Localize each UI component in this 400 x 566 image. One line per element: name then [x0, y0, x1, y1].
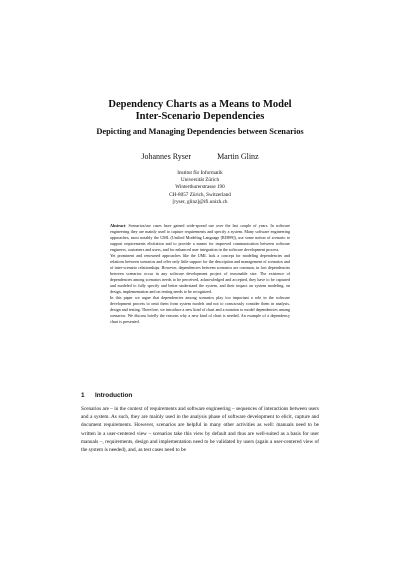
paper-title	[0, 99, 400, 123]
author-name: Martin Glinz	[217, 152, 259, 161]
section-body	[81, 405, 319, 454]
affiliation-block	[0, 170, 400, 206]
section-title: Introduction	[95, 392, 133, 399]
section-heading	[81, 392, 132, 400]
author-list	[0, 152, 400, 162]
abstract-text: Scenarios/use cases have gained wide-spread use over the last couple of years. In software engineering they are mainly used to capture requirements and specify a system. Many software engineering approaches, most notably the UML (Unified Modeling Language [RJB99]), use some notion of scenario to support requirements elicitation and to provide a means for improved communication between software engineers, customers and users, and for enhanced user integration in the software development process.	[110, 223, 290, 252]
paper-subtitle: Depicting and Managing Dependencies between Scenarios	[96, 127, 304, 136]
abstract-paragraph: Yet prominent and renowned approaches like the UML lack a concept for modeling dependencies and relations between scenarios and offer only little support for the description and management of scenarios and of inter-scenario relationships. However, dependencies between scenarios are common, in fact dependencies between scenarios occur in any software development project of reasonable size. The existence of dependencies among scenarios needs to be perceived, acknowledged and accepted, they have to be captured and modeled to fully specify and better understand the system, and their impact on system modeling, on design, implementation and on testing needs to be recognized.	[110, 253, 290, 294]
affiliation-line: Winterthurerstrasse 190	[175, 184, 225, 191]
title-line-1: Dependency Charts as a Means to Model	[108, 99, 292, 110]
affiliation-line: Institut für Informatik	[177, 170, 223, 176]
affiliation-line: CH-8057 Zürich, Switzerland	[169, 191, 231, 198]
abstract-label: Abstract	[110, 223, 126, 228]
abstract-paragraph	[110, 223, 290, 253]
email-address: [ryser, glinz]@ifi.unizh.ch	[172, 198, 228, 205]
abstract-label-sep: :	[125, 223, 129, 228]
section-number: 1	[81, 392, 85, 399]
title-line-2: Inter-Scenario Dependencies	[135, 111, 265, 122]
abstract	[110, 223, 290, 325]
body-paragraph: Scenarios are – in the context of requirements and software engineering – sequences of interactions between users and a system. As such, they are mainly used in the analysis phase of software development to elicit, capture and document requirements. However, scenarios are helpful in many other activities as well: manuals need to be written in a user-centered view – scenarios take this view by default and thus are well-suited as a basis for user manuals –, requirements, design and implementation need to be validated by users (again a user-centered view of the system is needed), and, as test cases need to be	[81, 406, 319, 454]
abstract-paragraph: In this paper we argue that dependencies among scenarios play too important a role in the software development process to omit them from system models and not to consciously consider them in analysis, design and testing. Therefore, we introduce a new kind of chart and a notation to model dependencies among scenarios. We discuss briefly the reasons why a new kind of chart is needed. An example of a dependency chart is presented.	[110, 295, 290, 324]
affiliation-line: Universität Zürich	[180, 177, 220, 184]
author-name: Johannes Ryser	[141, 152, 192, 161]
